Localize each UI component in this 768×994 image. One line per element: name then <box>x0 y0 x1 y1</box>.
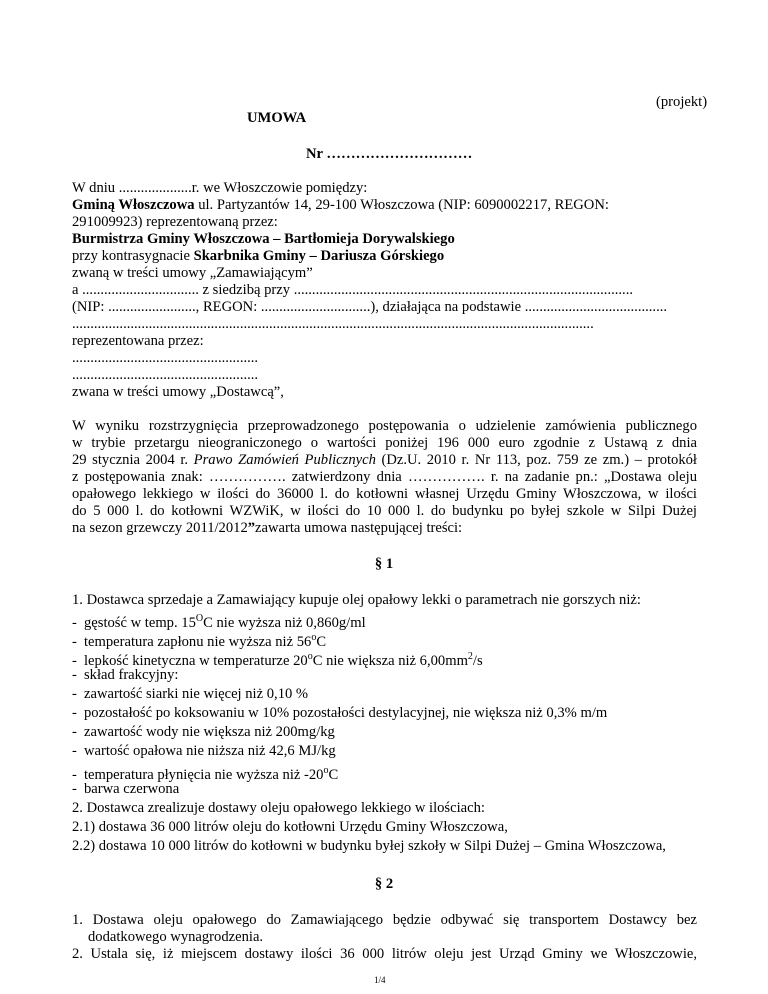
spec-text-end: C <box>328 766 339 783</box>
parties-line-9: ............................................................................................................................................... <box>72 316 594 332</box>
law-reference: (Dz.U. 2010 r. Nr 113, poz. 759 ze zm.) – protokół <box>375 452 697 468</box>
contract-number: Nr ………………………… <box>306 146 473 162</box>
closing-quote: ” <box>247 520 256 536</box>
spec-sup-2: 2 <box>467 651 473 662</box>
spec-text: temperatura zapłonu nie wyższa niż 56 <box>84 633 312 650</box>
spec-sup: O <box>195 613 204 624</box>
section-2-para-2-line-1: 2. Ustala się, iż miejscem dostawy ilości 36 000 litrów oleju jest Urząd Gminy we Włoszczowie, <box>72 946 697 962</box>
spec-item: - zawartość wody nie większa niż 200mg/kg <box>72 724 335 740</box>
intro-line-6: do 5 000 l. do kotłowni WZWiK, w ilości do 10 000 l. do budynku po byłej szkole w Silpi Dużej <box>72 503 697 519</box>
intro-line-1: W wyniku rozstrzygnięcia przeprowadzonego postępowania o udzielenie zamówienia publicznego <box>72 418 697 434</box>
intro-line-2: w trybie przetargu nieograniczonego o wartości poniżej 196 000 euro zgodnie z Ustawą z dnia <box>72 435 697 451</box>
spec-text: temperatura płynięcia nie wyższa niż -20 <box>84 766 324 783</box>
heating-season: na sezon grzewczy 2011/2012 <box>72 520 248 536</box>
spec-item: - skład frakcyjny: <box>72 667 179 683</box>
section-2-para-1-cont: dodatkowego wynagrodzenia. <box>88 929 264 945</box>
intro-line-4: z postępowania znak: ……………. zatwierdzony dnia ……………. r. na zadanie pn.: „Dostawa oleju <box>72 469 697 485</box>
spec-text: wartość opałowa nie niższa niż 42,6 MJ/kg <box>84 743 336 759</box>
spec-item: - gęstość w temp. 15$^O$C nie wyższa niż 0,860g/ml <box>72 613 366 631</box>
law-title: Prawo Zamówień Publicznych <box>193 452 376 468</box>
spec-item: - wartość opałowa nie niższa niż 42,6 MJ/kg <box>72 743 336 759</box>
parties-line-13: zwana w treści umowy „Dostawcą”, <box>72 384 284 400</box>
spec-item: - zawartość siarki nie więcej niż 0,10 % <box>72 686 309 702</box>
countersign-label: przy kontrasygnacie <box>72 248 194 264</box>
spec-text: pozostałość po koksowaniu w 10% pozostałości destylacyjnej, nie większa niż 0,3% m/m <box>84 705 608 721</box>
spec-item: - lepkość kinetyczna w temperaturze 20$^o$C nie większa niż 6,00mm$^2$/s <box>72 651 483 669</box>
spec-sup: o <box>307 651 313 662</box>
spec-text-mid: C nie większa niż 6,00mm <box>312 652 468 669</box>
spec-sup: o <box>311 632 317 643</box>
spec-text-end: C <box>316 633 327 650</box>
spec-text-end: C nie wyższa niż 0,860g/ml <box>203 614 366 631</box>
spec-item: - temperatura płynięcia nie wyższa niż -20$^o$C <box>72 765 339 783</box>
party-buyer-name: Gminą Włoszczowa <box>72 197 195 213</box>
intro-date: 29 stycznia 2004 r. <box>72 452 194 468</box>
spec-text: gęstość w temp. 15 <box>84 614 196 631</box>
section-1-para-2-1: 2.1) dostawa 36 000 litrów oleju do kotłowni Urzędu Gminy Włoszczowa, <box>72 819 508 835</box>
section-1-para-2: 2. Dostawca zrealizuje dostawy oleju opałowego lekkiego w ilościach: <box>72 800 485 816</box>
section-1-para-1: 1. Dostawca sprzedaje a Zamawiający kupuje olej opałowy lekki o parametrach nie gorszych niż: <box>72 592 641 608</box>
intro-closing: zawarta umowa następującej treści: <box>255 520 463 536</box>
spec-item: - pozostałość po koksowaniu w 10% pozostałości destylacyjnej, nie większa niż 0,3% m/m <box>72 705 608 721</box>
parties-line-4: Burmistrza Gminy Włoszczowa – Bartłomieja Dorywalskiego <box>72 231 455 247</box>
parties-line-10: reprezentowana przez: <box>72 333 204 349</box>
section-2-para-1-line-1: 1. Dostawa oleju opałowego do Zamawiającego będzie odbywać się transportem Dostawcy bez <box>72 912 697 928</box>
spec-text: barwa czerwona <box>84 781 180 797</box>
parties-line-2 <box>72 197 609 214</box>
spec-text: zawartość wody nie większa niż 200mg/kg <box>84 724 335 740</box>
section-1-heading: § 1 <box>374 556 394 572</box>
section-2-heading: § 2 <box>374 876 394 892</box>
spec-item: - temperatura zapłonu nie wyższa niż 56$^o$C <box>72 632 327 650</box>
document-title: UMOWA <box>247 110 307 126</box>
parties-line-12: ................................................... <box>72 367 259 383</box>
parties-line-3: 291009923) reprezentowaną przez: <box>72 214 278 230</box>
spec-text: skład frakcyjny: <box>84 667 179 683</box>
draft-tag: (projekt) <box>656 94 708 110</box>
parties-line-8: (NIP: ........................, REGON: ..............................), działająca na podstawie ....................................... <box>72 299 668 315</box>
party-buyer-address: ul. Partyzantów 14, 29-100 Włoszczowa (NIP: 6090002217, REGON: <box>194 197 609 213</box>
section-1-para-2-2: 2.2) dostawa 10 000 litrów do kotłowni w budynku byłej szkoły w Silpi Dużej – Gmina Włoszczowa, <box>72 838 666 854</box>
parties-line-6: zwaną w treści umowy „Zamawiającym” <box>72 265 313 281</box>
parties-line-11: ................................................... <box>72 350 259 366</box>
spec-text: lepkość kinetyczna w temperaturze 20 <box>84 652 308 669</box>
countersign-name: Skarbnika Gminy – Dariusza Górskiego <box>193 248 445 264</box>
spec-text: zawartość siarki nie więcej niż 0,10 % <box>84 686 309 702</box>
spec-text-end: /s <box>472 652 483 669</box>
parties-line-1: W dniu ....................r. we Włoszczowie pomiędzy: <box>72 180 368 196</box>
intro-line-5: opałowego lekkiego w ilości do 36000 l. do kotłowni własnej Urzędu Gminy Włoszczowa, w ilości <box>72 486 697 502</box>
page-number: 1/4 <box>374 975 386 985</box>
spec-item: - barwa czerwona <box>72 781 180 797</box>
intro-line-3 <box>72 452 697 469</box>
parties-line-7: a ................................ z siedzibą przy ............................................................................................. <box>72 282 633 298</box>
parties-line-5 <box>72 248 444 265</box>
spec-sup: o <box>323 765 329 776</box>
intro-line-7 <box>72 520 462 537</box>
section-2-para-1-line-2 <box>72 929 263 946</box>
